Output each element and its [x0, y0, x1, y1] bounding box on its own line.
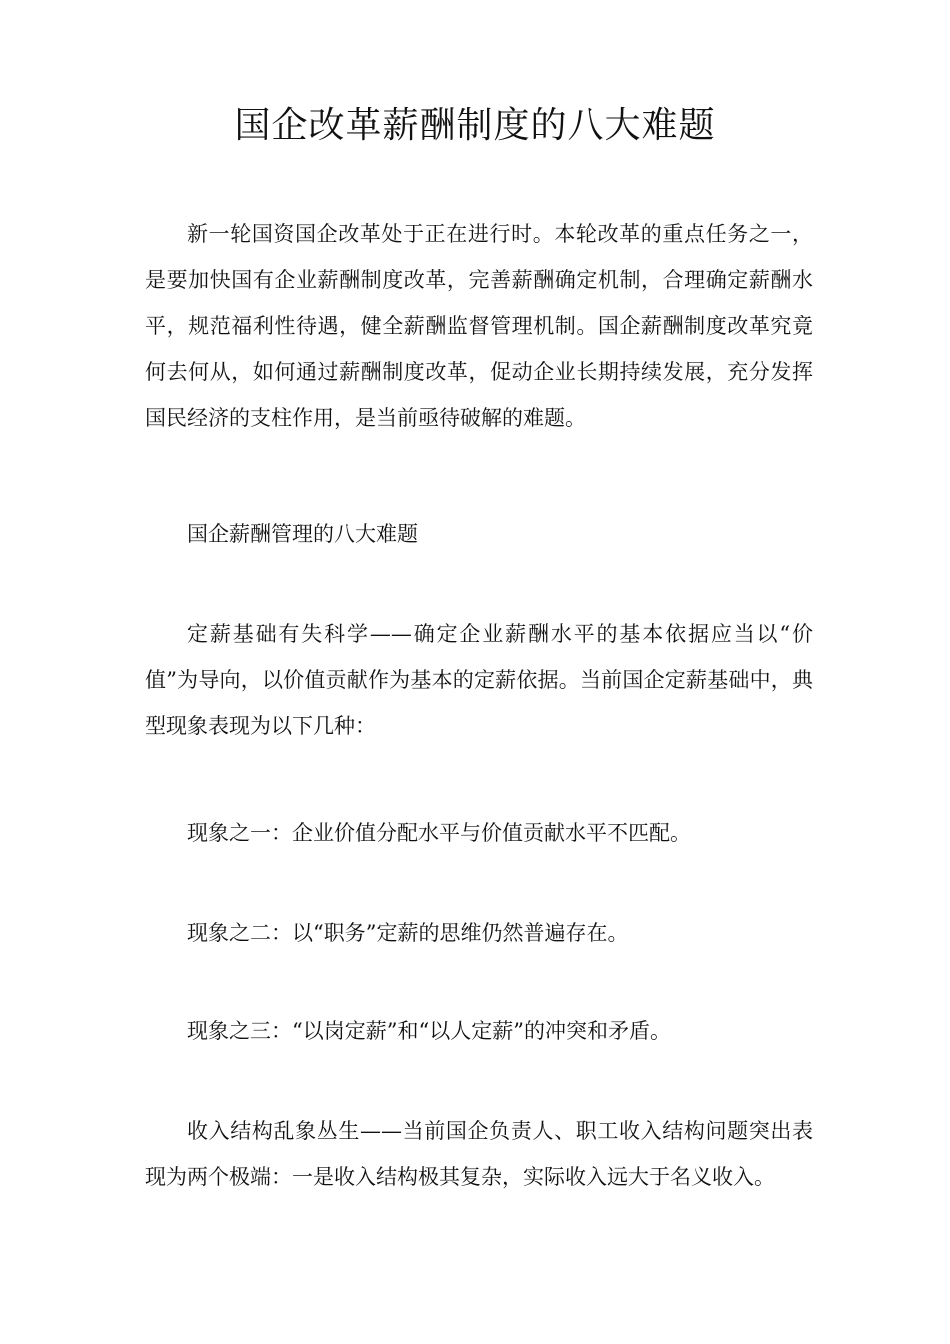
body-paragraph: 定薪基础有失科学——确定企业薪酬水平的基本依据应当以“价值”为导向，以价值贡献作为基本的定薪依据。当前国企定薪基础中，典型现象表现为以下几种：: [145, 622, 813, 738]
phenomenon-two: 现象之二：以“职务”定薪的思维仍然普遍存在。: [187, 921, 629, 945]
phenomenon-three: 现象之三：“以岗定薪”和“以人定薪”的冲突和矛盾。: [187, 1019, 671, 1043]
body-paragraph: 收入结构乱象丛生——当前国企负责人、职工收入结构问题突出表现为两个极端：一是收入结构极其复杂，实际收入远大于名义收入。: [145, 1119, 813, 1189]
intro-paragraph: 新一轮国资国企改革处于正在进行时。本轮改革的重点任务之一，是要加快国有企业薪酬制度改革，完善薪酬确定机制，合理确定薪酬水平，规范福利性待遇，健全薪酬监督管理机制。国企薪酬制度改革究竟何去何从，如何通过薪酬制度改革，促动企业长期持续发展，充分发挥国民经济的支柱作用，是当前亟待破解的难题。: [145, 222, 813, 430]
section-heading: 国企薪酬管理的八大难题: [187, 522, 418, 546]
document-title: 国企改革薪酬制度的八大难题: [234, 105, 716, 146]
phenomenon-one: 现象之一：企业价值分配水平与价值贡献水平不匹配。: [187, 821, 691, 845]
